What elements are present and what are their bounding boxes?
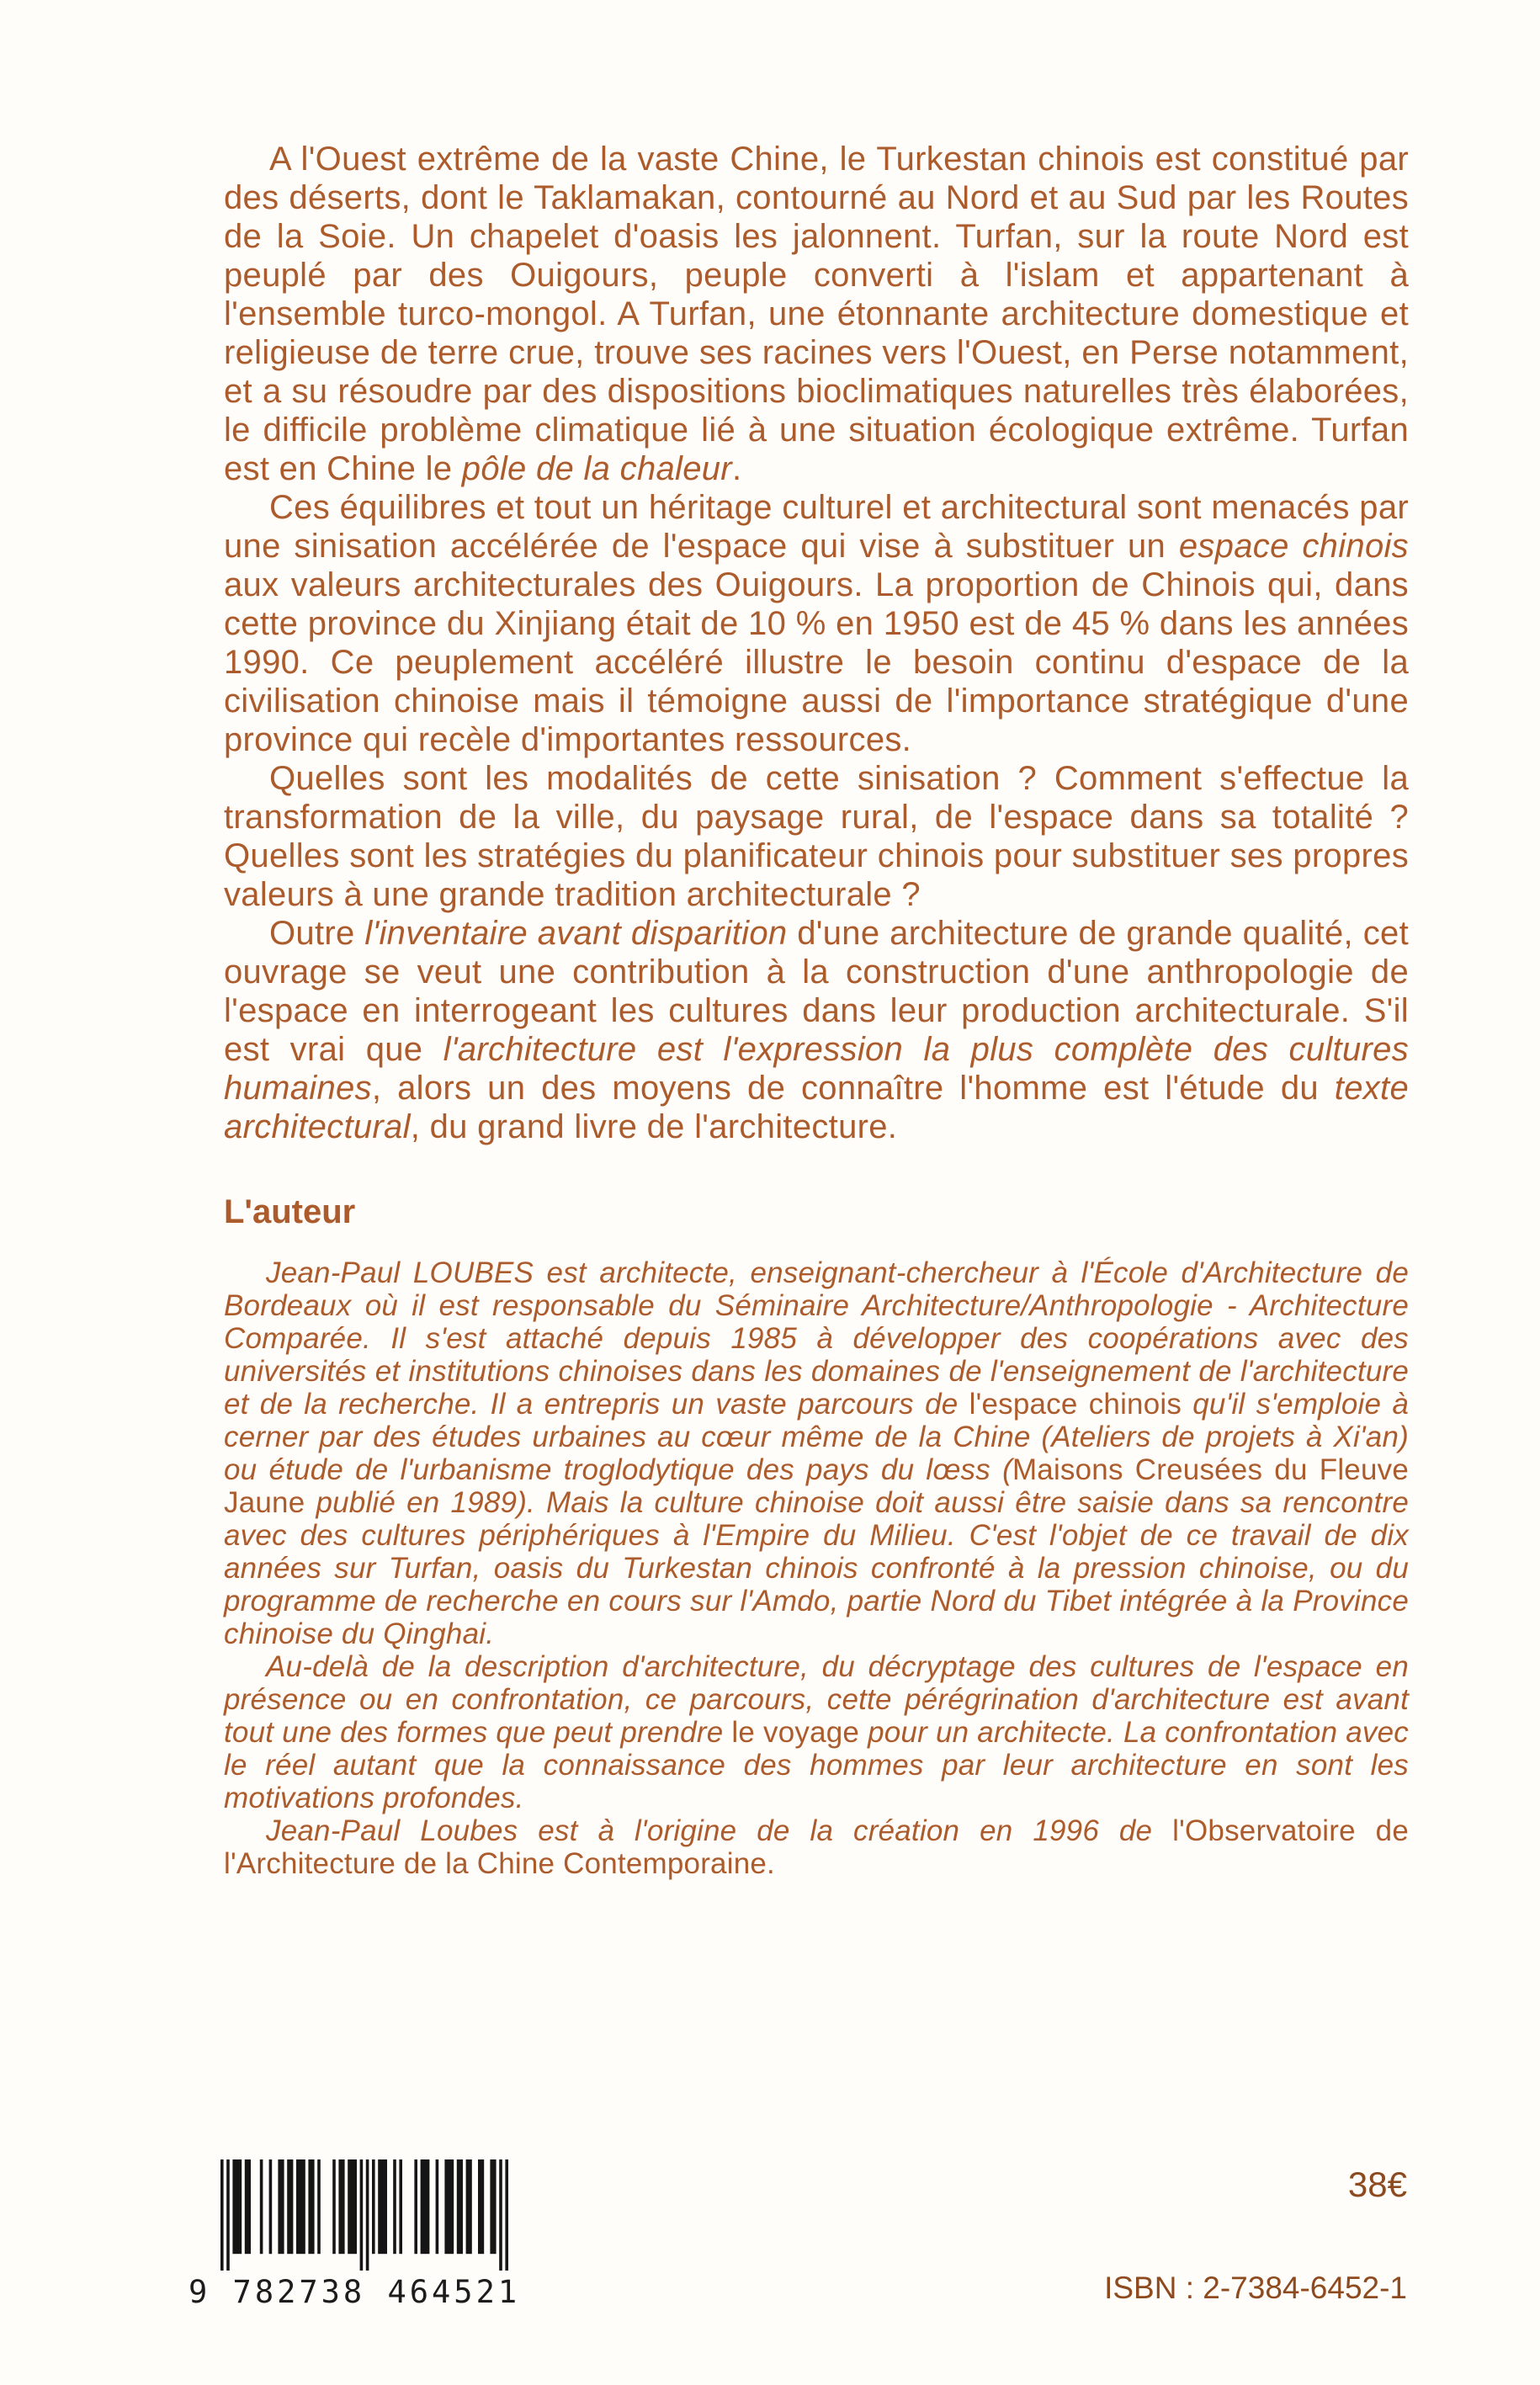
author-bio-block — [224, 1256, 1409, 1880]
text-segment: Jean-Paul LOUBES est architecte, enseignant-chercheur à l'École d'Architecture de Bordeaux où il est responsable du Séminaire Architecture/Anthropologie - Architecture Comparée. Il s'est attaché depuis 1985 à développer des coopérations avec des universités et institutions chinoises dans les domaines de l'enseignement de l'architecture et de la recherche. Il a entrepris un vaste parcours de — [224, 1256, 1409, 1421]
description-paragraph — [224, 759, 1409, 914]
barcode — [189, 2159, 521, 2310]
text-segment: Quelles sont les modalités de cette sinisation ? Comment s'effectue la transformation de la ville, du paysage rural, de l'espace dans sa totalité ? Quelles sont les stratégies du planificateur chinois pour substituer ses propres valeurs à une grande tradition architecturale ? — [224, 760, 1409, 913]
description-paragraph — [224, 914, 1409, 1146]
text-segment: , alors un des moyens de connaître l'homme est l'étude du — [371, 1070, 1335, 1107]
text-segment: espace chinois — [1178, 528, 1409, 565]
description-paragraph — [224, 488, 1409, 759]
text-segment: aux valeurs architecturales des Ouigours. La proportion de Chinois qui, dans cette province du Xinjiang était de 10 % en 1950 est de 45 % dans les années 1990. Ce peuplement accéléré illustre le besoin continu d'espace de la civilisation chinoise mais il témoigne aussi de l'importance stratégique d'une province qui recèle d'importantes ressources. — [224, 566, 1409, 758]
text-segment: publié en 1989). Mais la culture chinoise doit aussi être saisie dans sa rencontre avec des cultures périphériques à l'Empire du Milieu. C'est l'objet de ce travail de dix années sur Turfan, oasis du Turkestan chinois confronté à la pression chinoise, ou du programme de recherche en cours sur l'Amdo, partie Nord du Tibet intégrée à la Province chinoise du Qinghai. — [224, 1486, 1409, 1650]
back-cover-text — [224, 140, 1409, 1880]
text-segment: le voyage — [731, 1716, 860, 1749]
text-segment: Jean-Paul Loubes est à l'origine de la création en 1996 de — [266, 1814, 1173, 1847]
text-segment: A l'Ouest extrême de la vaste Chine, le Turkestan chinois est constitué par des déserts, dont le Taklamakan, contourné au Nord et au Sud par les Routes de la Soie. Un chapelet d'oasis les jalonnent. Turfan, sur la route Nord est peuplé par des Ouigours, peuple converti à l'islam et appartenant à l'ensemble turco-mongol. A Turfan, une étonnante architecture domestique et religieuse de terre crue, trouve ses racines vers l'Ouest, en Perse notamment, et a su résoudre par des dispositions bioclimatiques naturelles très élaborées, le difficile problème climatique lié à une situation écologique extrême. Turfan est en Chine le — [224, 141, 1409, 487]
text-segment: pour un architecte. La confrontation avec le réel autant que la connaissance des hommes par leur architecture en sont les motivations profondes. — [224, 1716, 1409, 1814]
barcode-digits: 9 782738 464521 — [189, 2274, 521, 2310]
description-paragraph — [224, 140, 1409, 488]
bio-paragraph — [224, 1256, 1409, 1650]
text-segment: , du grand livre de l'architecture. — [410, 1108, 898, 1145]
text-segment: l'Observatoire de l'Architecture de la Chine Contemporaine. — [224, 1814, 1410, 1880]
isbn-label: ISBN : 2-7384-6452-1 — [1104, 2271, 1407, 2305]
bio-paragraph — [224, 1814, 1409, 1880]
author-heading: L'auteur — [224, 1193, 356, 1230]
bio-paragraph — [224, 1650, 1409, 1814]
text-segment: qu'il s'emploie à cerner par des études urbaines au cœur même de la Chine (Ateliers de projets à Xi'an) ou étude de l'urbanisme troglodytique des pays du lœss ( — [224, 1388, 1409, 1486]
text-segment: Outre — [269, 915, 365, 952]
text-segment: Maisons Creusées du Fleuve Jaune — [224, 1453, 1409, 1519]
description-block — [224, 140, 1409, 1146]
text-segment: l'espace chinois — [969, 1388, 1182, 1421]
text-segment: pôle de la chaleur — [461, 450, 732, 487]
barcode-bars-icon — [220, 2159, 508, 2271]
text-segment: l'architecture est l'expression la plus complète des cultures humaines — [224, 1031, 1409, 1107]
text-segment: Au-delà de la description d'architecture, du décryptage des cultures de l'espace en présence ou en confrontation, ce parcours, cette pérégrination d'architecture est avant tout une des formes que peut prendre — [224, 1650, 1409, 1749]
text-segment: . — [731, 450, 742, 487]
text-segment: texte architectural — [224, 1070, 1409, 1145]
text-segment: l'inventaire avant disparition — [364, 915, 788, 952]
text-segment: Ces équilibres et tout un héritage culturel et architectural sont menacés par une sinisation accélérée de l'espace qui vise à substituer un — [224, 489, 1409, 565]
price-label: 38€ — [1347, 2165, 1407, 2204]
text-segment: d'une architecture de grande qualité, cet ouvrage se veut une contribution à la construction d'une anthropologie de l'espace en interrogeant les cultures dans leur production architecturale. S'il est vrai que — [224, 915, 1410, 1068]
